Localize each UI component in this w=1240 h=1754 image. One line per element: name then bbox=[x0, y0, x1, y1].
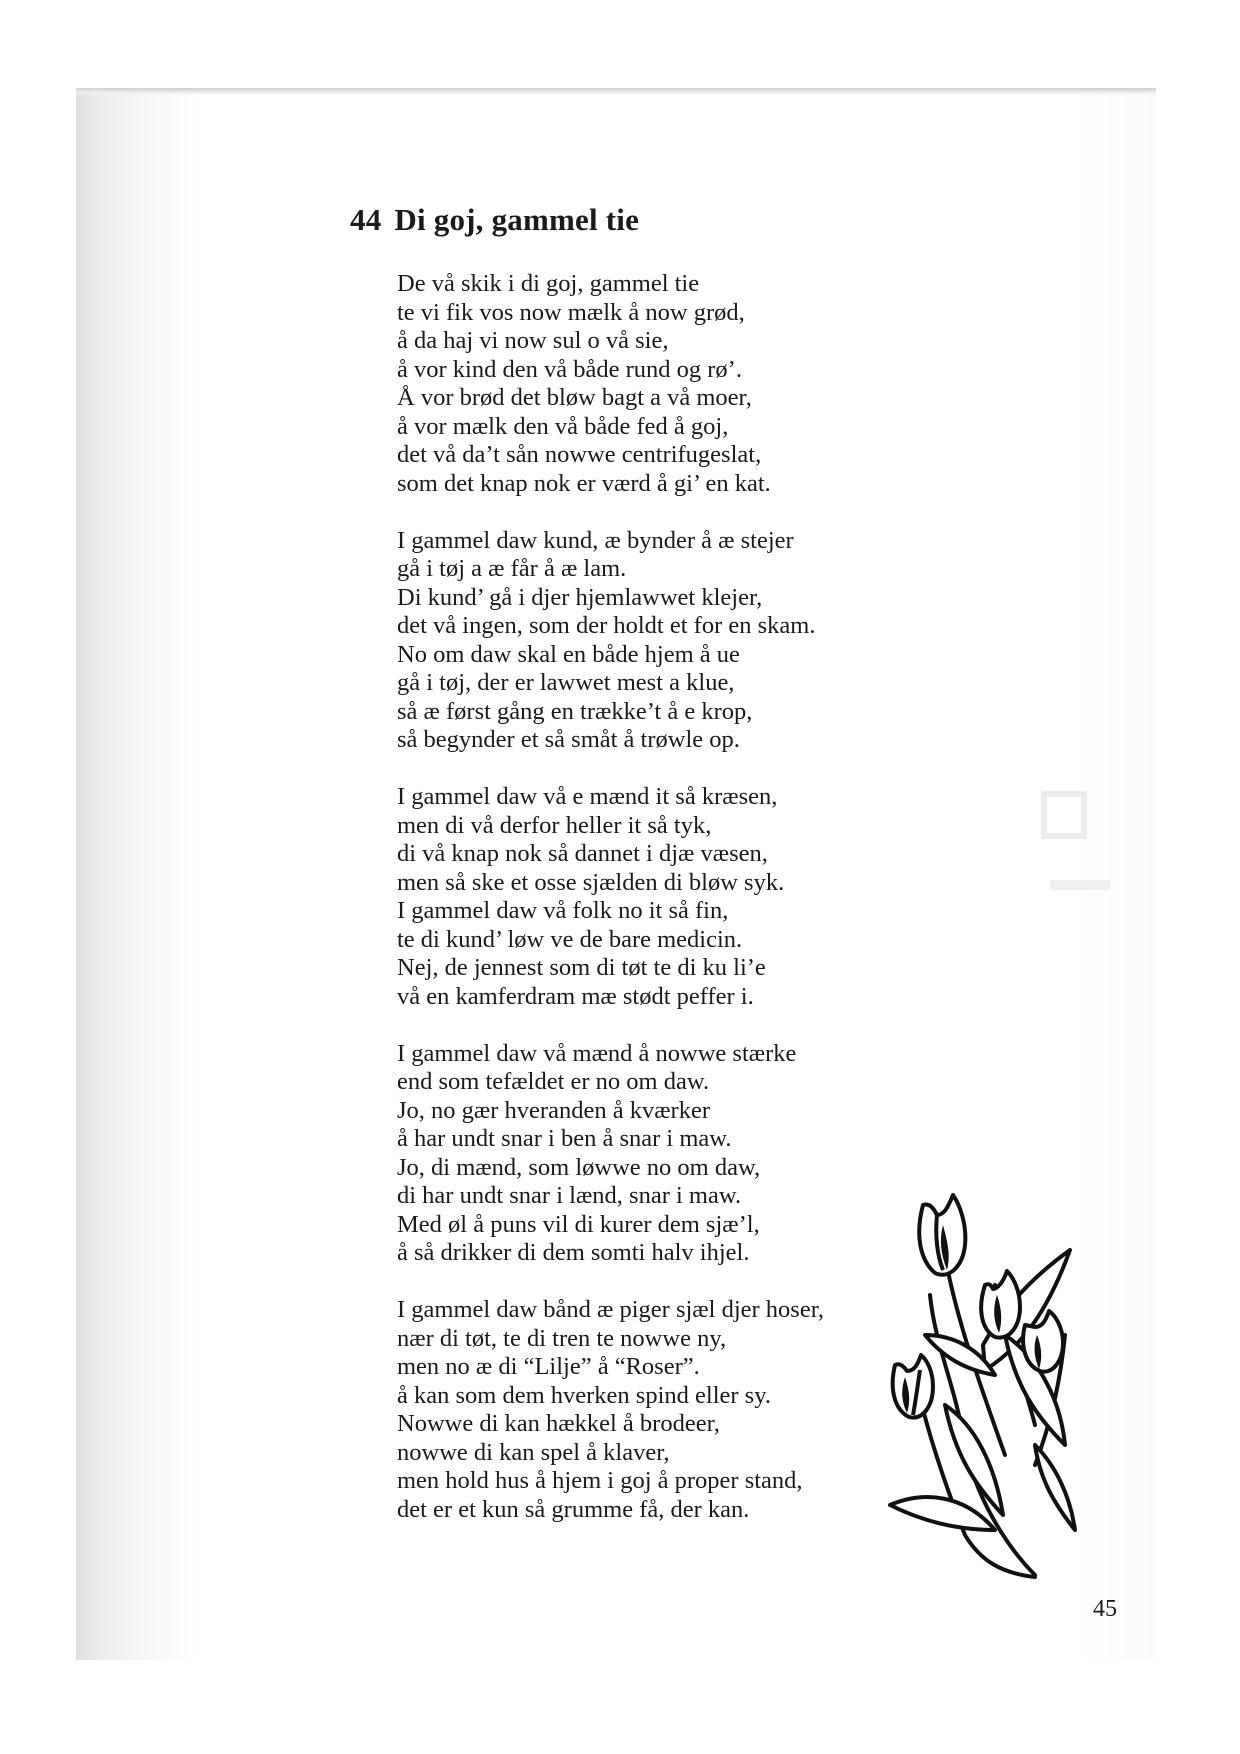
verse-line: I gammel daw vå folk no it så fin, bbox=[397, 897, 729, 924]
stanza bbox=[397, 270, 917, 498]
song-number: 44 bbox=[350, 202, 382, 237]
verse-line: å har undt snar i ben å snar i maw. bbox=[397, 1125, 732, 1152]
verse-line: Jo, di mænd, som løwwe no om daw, bbox=[397, 1153, 761, 1181]
verse-line: Nej, de jennest som di tøt te di ku li’e bbox=[397, 954, 766, 981]
song-title bbox=[350, 202, 639, 238]
stanza bbox=[397, 783, 917, 1011]
verse-line: men no æ di “Lilje” å “Roser”. bbox=[397, 1353, 700, 1380]
verse-line: som det knap nok er værd å gi’ en kat. bbox=[397, 469, 771, 497]
verse-line: det er et kun så grumme få, der kan. bbox=[397, 1495, 750, 1523]
verse-line: nowwe di kan spel å klaver, bbox=[397, 1438, 670, 1466]
page-number: 45 bbox=[1093, 1596, 1117, 1622]
verse-line: men hold hus å hjem i goj å proper stand, bbox=[397, 1467, 803, 1494]
verse-line: No om daw skal en både hjem å ue bbox=[397, 640, 740, 668]
verse-line: det vå da’t sån nowwe centrifugeslat, bbox=[397, 441, 762, 468]
verse-line: å så drikker di dem somti halv ihjel. bbox=[397, 1239, 750, 1266]
verse-line: men så ske et osse sjælden di bløw syk. bbox=[397, 868, 785, 896]
verse-line: gå i tøj a æ får å æ lam. bbox=[397, 555, 627, 582]
verse-line: å vor kind den vå både rund og rø’. bbox=[397, 355, 742, 383]
verse-line: det vå ingen, som der holdt et for en skam. bbox=[397, 612, 816, 639]
verse-line: I gammel daw kund, æ bynder å æ stejer bbox=[397, 526, 794, 554]
verse-line: Jo, no gær hveranden å kværker bbox=[397, 1096, 710, 1124]
verse-line: te di kund’ løw ve de bare medicin. bbox=[397, 925, 743, 953]
verse-line: I gammel daw vå mænd å nowwe stærke bbox=[397, 1039, 797, 1067]
song-title-text: Di goj, gammel tie bbox=[394, 202, 640, 237]
tulip-illustration bbox=[885, 1185, 1095, 1580]
verse-line: men di vå derfor heller it så tyk, bbox=[397, 811, 712, 839]
verse-line: Di kund’ gå i djer hjemlawwet klejer, bbox=[397, 583, 763, 611]
verse-line: gå i tøj, der er lawwet mest a klue, bbox=[397, 669, 735, 696]
verse-line: å vor mælk den vå både fed å goj, bbox=[397, 412, 729, 440]
verse-line: I gammel daw vå e mænd it så kræsen, bbox=[397, 783, 778, 810]
stanza bbox=[397, 1040, 917, 1268]
verse-line: De vå skik i di goj, gammel tie bbox=[397, 270, 700, 297]
stanza bbox=[397, 527, 917, 755]
verse-line: så æ først gång en trække’t å e krop, bbox=[397, 697, 753, 725]
verse-line: end som tefældet er no om daw. bbox=[397, 1068, 710, 1095]
stanza bbox=[397, 1296, 917, 1524]
verse-line: Nowwe di kan hækkel å brodeer, bbox=[397, 1410, 720, 1437]
verse-line: I gammel daw bånd æ piger sjæl djer hoser, bbox=[397, 1296, 824, 1323]
verse-line: Å vor brød det bløw bagt a vå moer, bbox=[397, 384, 752, 411]
verse-line: å da haj vi now sul o vå sie, bbox=[397, 327, 669, 354]
verse-line: Med øl å puns vil di kurer dem sjæ’l, bbox=[397, 1210, 760, 1238]
bleed-through-shadow bbox=[1040, 790, 1120, 920]
verse-line: så begynder et så småt å trøwle op. bbox=[397, 726, 740, 753]
verse-line: å kan som dem hverken spind eller sy. bbox=[397, 1381, 771, 1409]
verse-line: di har undt snar i lænd, snar i maw. bbox=[397, 1182, 742, 1209]
verse-line: nær di tøt, te di tren te nowwe ny, bbox=[397, 1324, 727, 1352]
verse-line: te vi fik vos now mælk å now grød, bbox=[397, 298, 745, 326]
verse-line: di vå knap nok så dannet i djæ væsen, bbox=[397, 840, 768, 867]
poem bbox=[397, 270, 917, 1553]
page-top-edge bbox=[76, 88, 1156, 96]
verse-line: vå en kamferdram mæ stødt peffer i. bbox=[397, 982, 754, 1010]
